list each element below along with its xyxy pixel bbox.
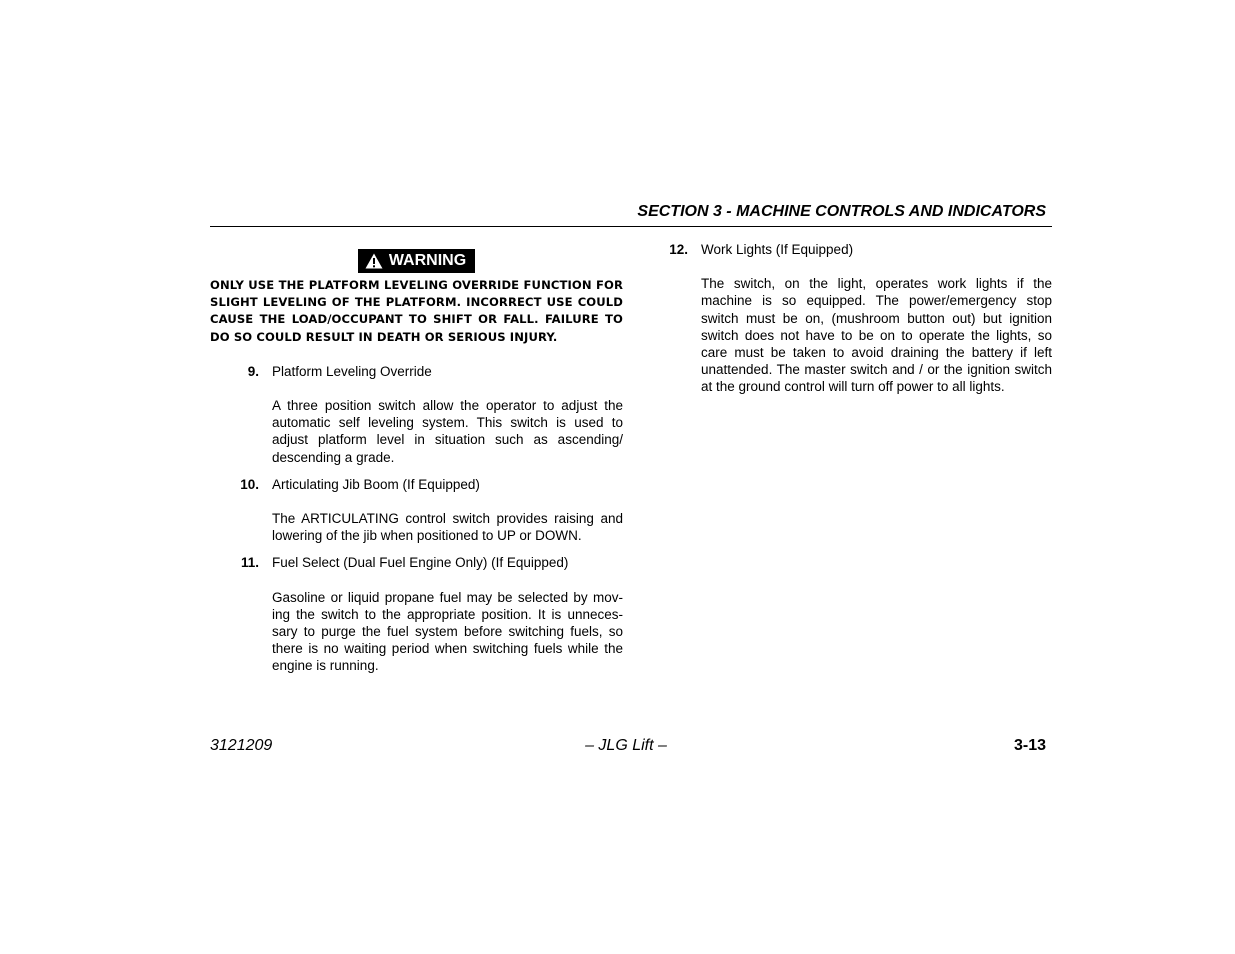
list-item bbox=[668, 241, 1052, 396]
item-description: The switch, on the light, operates work lights if the machine is so equipped. The power/emergency stop switch must be on, (mushroom button out) but ignition switch does not have to be on to operate the lights, so care must be taken to avoid draining the battery if left unattended. The master switch and / or the ignition switch at the ground control will turn off power to all lights. bbox=[701, 276, 1052, 395]
footer-brand: – JLG Lift – bbox=[585, 737, 667, 754]
warning-label: WARNING bbox=[388, 252, 467, 270]
warning-header bbox=[210, 249, 623, 274]
item-title: Platform Leveling Override bbox=[272, 363, 432, 379]
item-title: Work Lights (If Equipped) bbox=[701, 242, 854, 257]
item-title: Articulating Jib Boom (If Equipped) bbox=[272, 476, 480, 492]
list-item bbox=[210, 554, 623, 674]
item-title: Fuel Select (Dual Fuel Engine Only) (If Equipped) bbox=[272, 555, 569, 571]
document-number: 3121209 bbox=[210, 737, 273, 754]
warning-badge bbox=[358, 249, 475, 273]
item-description: The ARTICULATING control switch provides raising and lowering of the jib when positioned to UP or DOWN. bbox=[272, 511, 623, 544]
item-number: 11. bbox=[240, 555, 259, 571]
item-description: Gasoline or liquid propane fuel may be selected by mov-ing the switch to the appropriate position. It is unneces-sary to purge the fuel system before switching fuels, so there is no waiting period when switching fuels while the engine is running. bbox=[272, 589, 623, 674]
item-number: 9. bbox=[247, 363, 259, 379]
right-column bbox=[668, 241, 1052, 406]
warning-triangle-icon bbox=[365, 253, 383, 269]
page-footer bbox=[210, 737, 1052, 759]
warning-text: ONLY USE THE PLATFORM LEVELING OVERRIDE FUNCTION FOR SLIGHT LEVELING OF THE PLATFORM. INCORRECT USE COULD CAUSE THE LOAD/OCCUPANT TO SHIFT OR FALL. FAILURE TO DO SO COULD RESULT IN DEATH OR SERIOUS INJURY. bbox=[210, 278, 623, 344]
list-item bbox=[210, 363, 623, 466]
item-description: A three position switch allow the operator to adjust the automatic self leveling system. This switch is used to adjust platform level in situation such as ascending/ descending a grade. bbox=[272, 398, 623, 465]
page-header bbox=[210, 200, 1052, 227]
page-number: 3-13 bbox=[1013, 737, 1046, 754]
item-number: 10. bbox=[240, 476, 259, 492]
list-item bbox=[210, 476, 623, 545]
section-title: SECTION 3 - MACHINE CONTROLS AND INDICATORS bbox=[637, 203, 1046, 220]
item-number: 12. bbox=[669, 242, 688, 257]
left-column bbox=[210, 249, 623, 685]
